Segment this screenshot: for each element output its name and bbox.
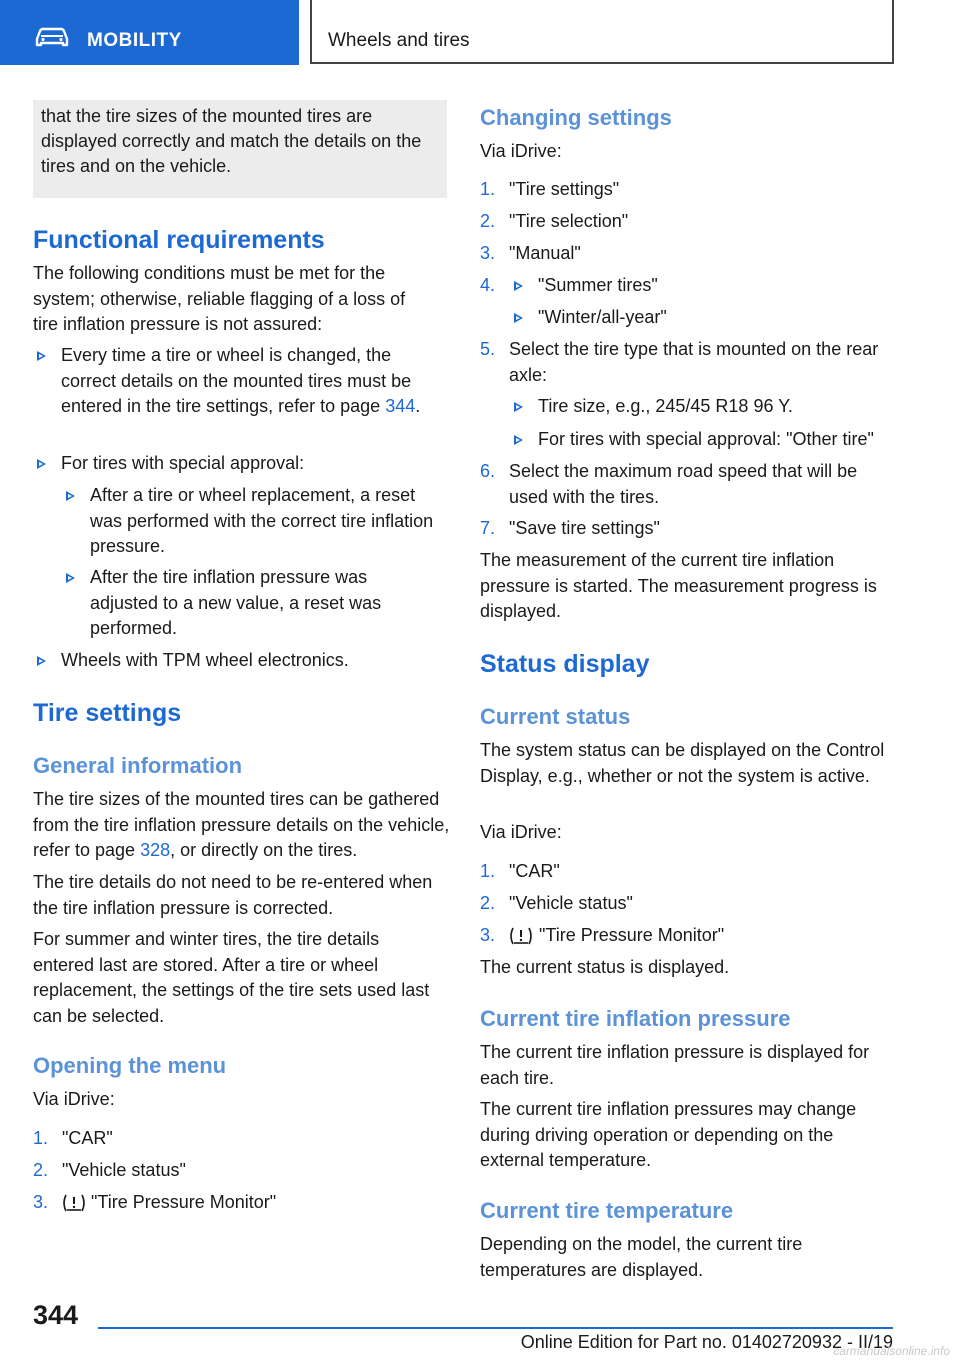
- car-icon: [34, 27, 70, 47]
- step-item: "Tire selection": [509, 211, 629, 231]
- step-number: 2.: [480, 893, 496, 913]
- step-number: 2.: [33, 1160, 49, 1180]
- step-item: "Vehicle status": [62, 1160, 186, 1180]
- general-paragraph-1: The tire sizes of the mounted tires can be gathered from the tire inflation pressure details on the vehicle, refer to page 328, or directly on the tires.: [33, 789, 450, 860]
- heading-functional-requirements: Functional requirements: [33, 226, 325, 254]
- general-paragraph-2: The tire details do not need to be re-entered when the tire inflation pressure is corrected.: [33, 872, 433, 918]
- page-number: 344: [33, 1300, 79, 1330]
- status-shown-text: The current status is displayed.: [480, 957, 730, 977]
- tire-pressure-warning-icon: [508, 926, 534, 946]
- list-item: Every time a tire or wheel is changed, the correct details on the mounted tires must be entered in the tire settings, refer to page 344.: [61, 345, 421, 416]
- list-triangle-icon: [514, 435, 523, 445]
- list-triangle-icon: [37, 656, 46, 666]
- edition-text: Online Edition for Part no. 01402720932 - II/19: [520, 1332, 893, 1352]
- list-triangle-icon: [66, 573, 75, 583]
- general-paragraph-3: For summer and winter tires, the tire details entered last are stored. After a tire or wheel replacement, the settings of the tire sets used last can be selected.: [33, 929, 430, 1026]
- heading-tire-settings: Tire settings: [33, 699, 182, 727]
- step-item: "Tire settings": [509, 179, 620, 199]
- step-number: 7.: [480, 518, 496, 538]
- step-number: 2.: [480, 211, 496, 231]
- step-item: "Save tire settings": [509, 518, 660, 538]
- heading-opening-menu: Opening the menu: [33, 1053, 227, 1078]
- heading-status-display: Status display: [480, 650, 650, 678]
- step-item: "Tire Pressure Monitor": [539, 925, 725, 945]
- heading-current-pressure: Current tire inflation pressure: [480, 1006, 791, 1031]
- via-idrive: Via iDrive:: [33, 1089, 115, 1109]
- list-item: Wheels with TPM wheel electronics.: [61, 650, 349, 670]
- list-triangle-icon: [514, 313, 523, 323]
- step-item: "CAR": [62, 1128, 113, 1148]
- step-number: 4.: [480, 275, 496, 295]
- heading-current-temperature: Current tire temperature: [480, 1198, 734, 1223]
- page-link-328[interactable]: 328: [140, 840, 171, 860]
- current-pressure-paragraph-2: The current tire inflation pressures may change during driving operation or depending on the external temperature.: [480, 1099, 857, 1170]
- watermark: carmanualsonline.info: [833, 1344, 950, 1358]
- note-box: [33, 100, 447, 198]
- step-number: 3.: [480, 925, 496, 945]
- step-item: "Vehicle status": [509, 893, 633, 913]
- step-option: "Winter/all-year": [538, 307, 667, 327]
- note-text: that the tire sizes of the mounted tires are displayed correctly and match the details on the tires and on the vehicle.: [41, 106, 422, 176]
- tire-pressure-warning-icon: [61, 1193, 87, 1213]
- via-idrive: Via iDrive:: [480, 141, 562, 161]
- chapter-header: [310, 0, 894, 64]
- step-number: 6.: [480, 461, 496, 481]
- list-triangle-icon: [66, 491, 75, 501]
- list-triangle-icon: [37, 459, 46, 469]
- page-link-344[interactable]: 344: [385, 396, 416, 416]
- list-triangle-icon: [514, 402, 523, 412]
- step-option: Tire size, e.g., 245/45 R18 96 Y.: [538, 396, 793, 416]
- list-subitem: After the tire inflation pressure was adjusted to a new value, a reset was performed.: [90, 567, 382, 638]
- current-pressure-paragraph-1: The current tire inflation pressure is displayed for each tire.: [480, 1042, 870, 1088]
- step-item: Select the tire type that is mounted on the rear axle:: [509, 339, 879, 385]
- step-item: "Manual": [509, 243, 581, 263]
- functional-intro: The following conditions must be met for the system; otherwise, reliable flagging of a loss of tire inflation pressure is not assured:: [33, 263, 406, 334]
- step-item: "Tire Pressure Monitor": [91, 1192, 277, 1212]
- heading-general-information: General information: [33, 753, 243, 778]
- via-idrive: Via iDrive:: [480, 822, 562, 842]
- heading-current-status: Current status: [480, 704, 631, 729]
- chapter-title: Wheels and tires: [328, 30, 470, 51]
- list-item: For tires with special approval:: [61, 453, 305, 473]
- section-title: MOBILITY: [87, 30, 182, 51]
- step-number: 1.: [480, 179, 496, 199]
- current-temperature-paragraph: Depending on the model, the current tire temperatures are displayed.: [480, 1234, 803, 1280]
- heading-changing-settings: Changing settings: [480, 105, 672, 130]
- current-status-paragraph: The system status can be displayed on the Control Display, e.g., whether or not the system is active.: [480, 740, 885, 786]
- step-number: 1.: [480, 861, 496, 881]
- step-item: Select the maximum road speed that will be used with the tires.: [509, 461, 858, 507]
- step-number: 3.: [33, 1192, 49, 1212]
- step-option: "Summer tires": [538, 275, 658, 295]
- step-item: "CAR": [509, 861, 560, 881]
- footer-divider: [98, 1327, 893, 1329]
- step-number: 1.: [33, 1128, 49, 1148]
- list-triangle-icon: [514, 281, 523, 291]
- step-option: For tires with special approval: "Other tire": [538, 429, 874, 449]
- list-triangle-icon: [37, 351, 46, 361]
- measurement-paragraph: The measurement of the current tire inflation pressure is started. The measurement progress is displayed.: [480, 550, 877, 621]
- step-number: 5.: [480, 339, 496, 359]
- step-number: 3.: [480, 243, 496, 263]
- list-subitem: After a tire or wheel replacement, a reset was performed with the correct tire inflation pressure.: [90, 485, 434, 556]
- section-tab-mobility: [0, 0, 299, 65]
